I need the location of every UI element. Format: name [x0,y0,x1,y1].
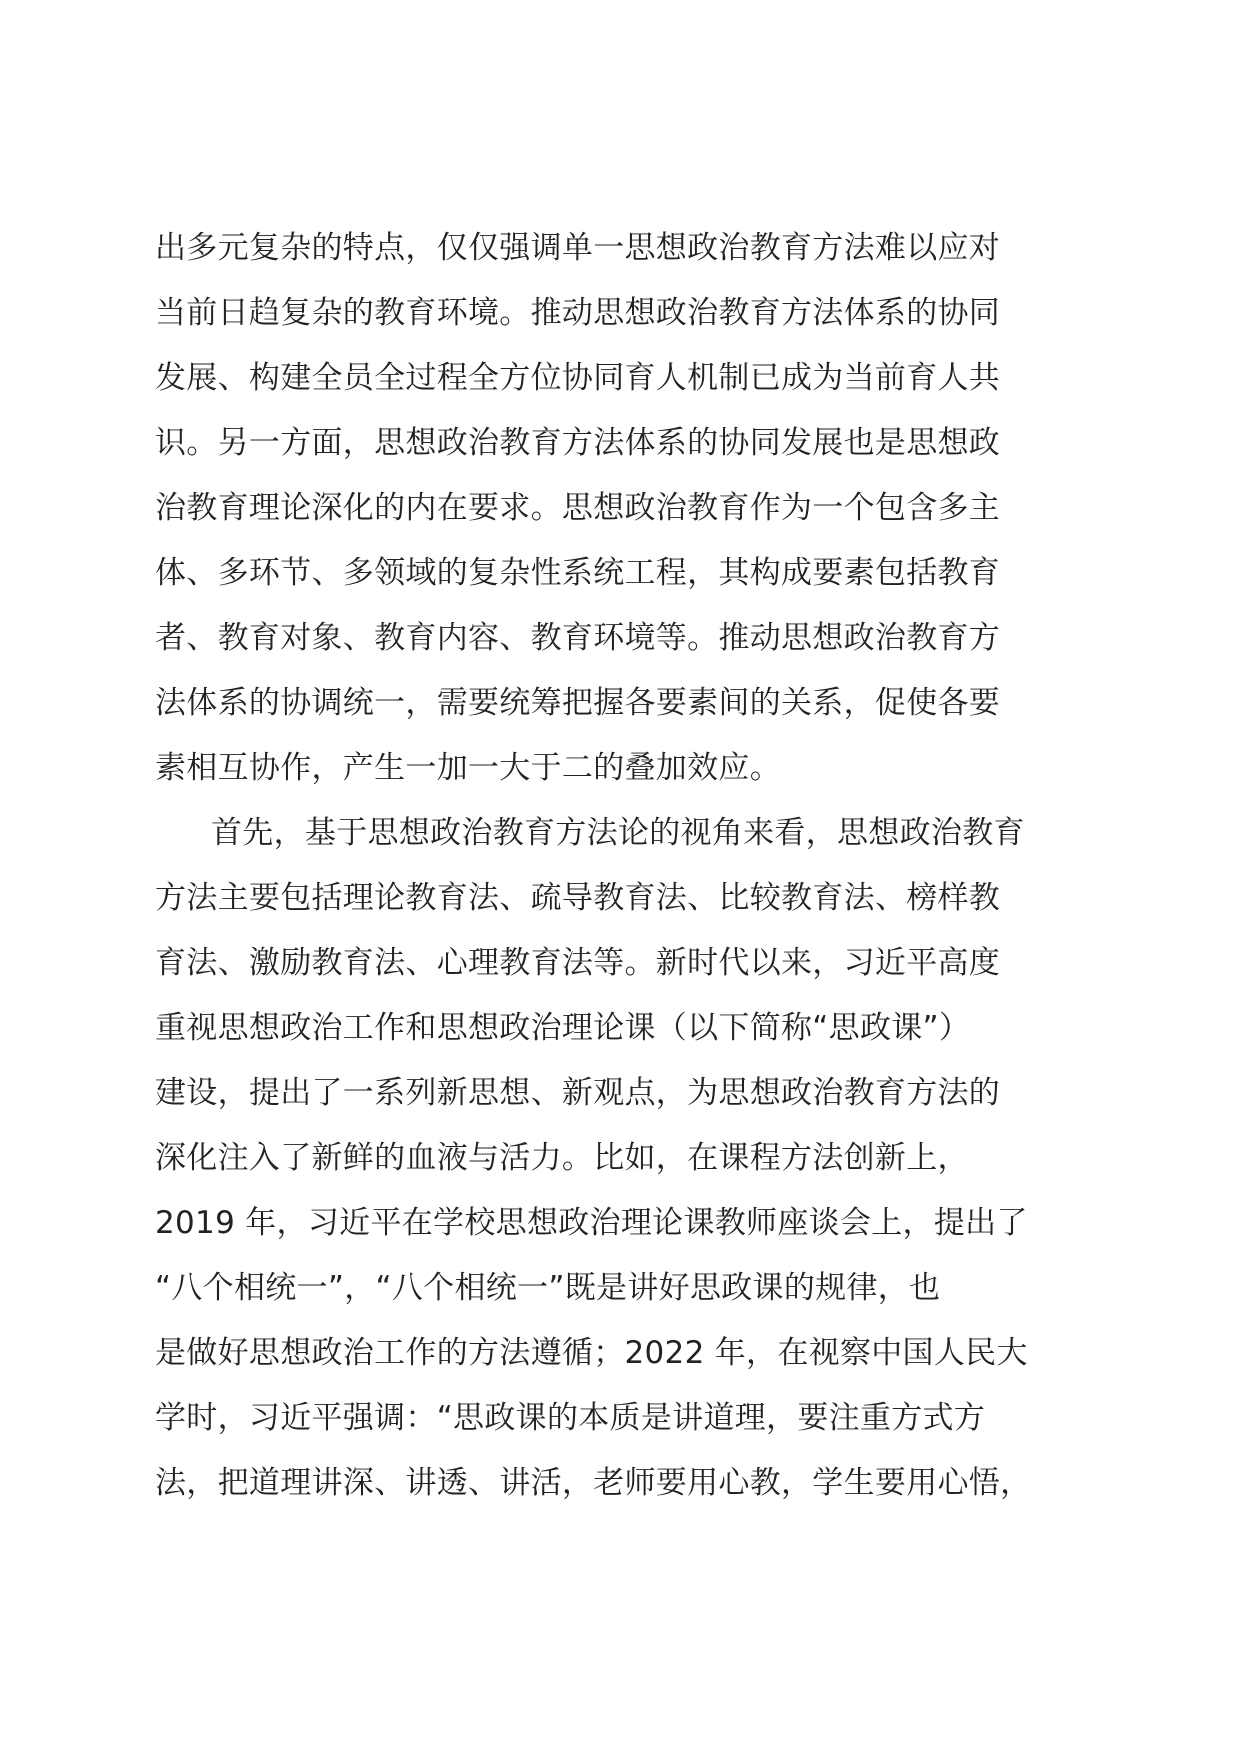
text-line-16: 2019 年，习近平在学校思想政治理论课教师座谈会上，提出了 [155,1205,1028,1241]
text-line-3: 发展、构建全员全过程全方位协同育人机制已成为当前育人共 [155,360,1001,396]
text-line-11: 方法主要包括理论教育法、疏导教育法、比较教育法、榜样教 [155,880,1001,916]
text-line-7: 者、教育对象、教育内容、教育环境等。推动思想政治教育方 [155,620,1001,656]
text-line-19: 学时，习近平强调：“思政课的本质是讲道理，要注重方式方 [155,1400,986,1436]
text-line-18: 是做好思想政治工作的方法遵循；2022 年，在视察中国人民大 [155,1335,1028,1371]
text-line-8: 法体系的协调统一，需要统筹把握各要素间的关系，促使各要 [155,685,1001,721]
text-line-1: 出多元复杂的特点，仅仅强调单一思想政治教育方法难以应对 [155,230,1001,266]
text-line-9: 素相互协作，产生一加一大于二的叠加效应。 [155,750,781,786]
paragraph-start-line: 首先，基于思想政治教育方法论的视角来看，思想政治教育 [211,815,1025,851]
text-line-14: 建设，提出了一系列新思想、新观点，为思想政治教育方法的 [155,1075,1001,1111]
text-line-12: 育法、激励教育法、心理教育法等。新时代以来，习近平高度 [155,945,1001,981]
text-line-4: 识。另一方面，思想政治教育方法体系的协同发展也是思想政 [155,425,1001,461]
text-line-13: 重视思想政治工作和思想政治理论课（以下简称“思政课”） [155,1010,971,1046]
text-line-15: 深化注入了新鲜的血液与活力。比如，在课程方法创新上， [155,1140,969,1176]
text-line-20: 法，把道理讲深、讲透、讲活，老师要用心教，学生要用心悟， [155,1465,1032,1501]
text-line-6: 体、多环节、多领域的复杂性系统工程，其构成要素包括教育 [155,555,1001,591]
text-line-5: 治教育理论深化的内在要求。思想政治教育作为一个包含多主 [155,490,1001,526]
text-line-17: “八个相统一”，“八个相统一”既是讲好思政课的规律，也 [155,1270,941,1306]
body-text [155,216,1095,1516]
text-line-2: 当前日趋复杂的教育环境。推动思想政治教育方法体系的协同 [155,295,1001,331]
